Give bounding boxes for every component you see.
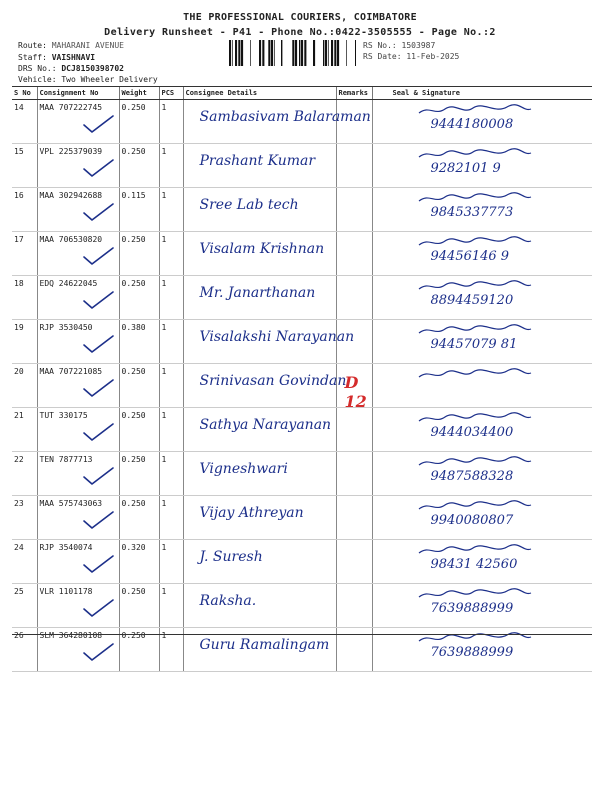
serial-number: 20 [12, 364, 37, 408]
consignment-number: VLR 1101178 [39, 587, 93, 596]
consignment-number: TEN 7877713 [39, 455, 93, 464]
phone-number: 94456146 9 [430, 249, 510, 264]
consignee-cell [183, 320, 355, 364]
consignment-number: VPL 225379039 [39, 147, 103, 156]
remarks-cell [336, 100, 372, 144]
consignee-name: Sree Lab tech [199, 197, 299, 213]
table-row [12, 540, 592, 584]
staff-value: VAISHNAVI [51, 53, 96, 62]
signature-scribble [415, 279, 535, 293]
weight-value: 0.250 [119, 408, 159, 452]
consignment-cell [37, 584, 119, 628]
weight-value: 0.115 [119, 188, 159, 232]
serial-number: 18 [12, 276, 37, 320]
col-header-sno: S No [12, 87, 37, 100]
pieces-value: 1 [159, 320, 183, 364]
signature-scribble [415, 235, 535, 249]
table-row [12, 276, 592, 320]
vehicle-line: Vehicle: Two Wheeler Delivery [18, 75, 158, 84]
table-header-row [12, 87, 592, 100]
signature-scribble [415, 411, 535, 425]
col-header-remarks: Remarks [336, 87, 372, 100]
col-header-weight: Weight [119, 87, 159, 100]
vehicle-value: Two Wheeler Delivery [61, 75, 158, 84]
remarks-cell [336, 232, 372, 276]
signature-cell [372, 408, 592, 452]
consignee-cell [183, 408, 336, 452]
serial-number: 24 [12, 540, 37, 584]
phone-number: 9282101 9 [430, 161, 501, 176]
consignment-cell [37, 364, 119, 408]
table-row [12, 496, 592, 540]
consignment-number: EDQ 24622045 [39, 279, 98, 288]
consignee-cell [183, 584, 336, 628]
consignment-cell [37, 188, 119, 232]
serial-number: 17 [12, 232, 37, 276]
serial-number: 21 [12, 408, 37, 452]
route-line: Route: MAHARANI AVENUE [18, 41, 124, 50]
remarks-cell [336, 496, 372, 540]
checkmark-icon [80, 201, 116, 223]
consignee-name: Visalam Krishnan [199, 241, 325, 257]
consignee-cell [183, 188, 336, 232]
consignment-cell [37, 496, 119, 540]
phone-number: 98431 42560 [430, 557, 518, 572]
checkmark-icon [80, 597, 116, 619]
table-row [12, 232, 592, 276]
pieces-value: 1 [159, 100, 183, 144]
consignee-cell [183, 496, 336, 540]
signature-scribble [415, 103, 535, 117]
consignee-name: Vijay Athreyan [199, 505, 304, 521]
phone-number: 7639888999 [430, 601, 514, 616]
checkmark-icon [80, 157, 116, 179]
remarks-cell [336, 144, 372, 188]
weight-value: 0.380 [119, 320, 159, 364]
signature-scribble [415, 543, 535, 557]
pieces-value: 1 [159, 584, 183, 628]
pieces-value: 1 [159, 232, 183, 276]
serial-number: 15 [12, 144, 37, 188]
signature-cell [372, 540, 592, 584]
table-row [12, 188, 592, 232]
phone-number: 9940080807 [430, 513, 514, 528]
signature-cell [372, 364, 592, 408]
checkmark-icon [80, 289, 116, 311]
weight-value: 0.250 [119, 628, 159, 672]
weight-value: 0.250 [119, 144, 159, 188]
weight-value: 0.250 [119, 100, 159, 144]
checkmark-icon [80, 421, 116, 443]
remark-text: D 12 [344, 373, 367, 411]
serial-number: 26 [12, 628, 37, 672]
remarks-cell [336, 584, 372, 628]
table-row [12, 452, 592, 496]
pieces-value: 1 [159, 364, 183, 408]
consignee-cell [183, 232, 336, 276]
runsheet-title: Delivery Runsheet - P41 - Phone No.:0422-3505555 - Page No.:2 [104, 27, 496, 38]
signature-cell [372, 320, 592, 364]
barcode-image [229, 40, 356, 66]
consignee-name: Mr. Janarthanan [199, 285, 316, 301]
rs-date-value: 11-Feb-2025 [406, 52, 460, 61]
signature-cell [372, 496, 592, 540]
consignment-number: RJP 3530450 [39, 323, 93, 332]
remarks-cell [336, 408, 372, 452]
consignee-name: J. Suresh [199, 549, 263, 565]
serial-number: 19 [12, 320, 37, 364]
consignee-cell [183, 452, 336, 496]
phone-number: 9444180008 [430, 117, 514, 132]
weight-value: 0.250 [119, 364, 159, 408]
consignment-cell [37, 320, 119, 364]
rs-no-value: 1503987 [401, 41, 436, 50]
pieces-value: 1 [159, 188, 183, 232]
consignee-name: Srinivasan Govindan [199, 373, 347, 389]
signature-scribble [415, 455, 535, 469]
consignment-number: TUT 330175 [39, 411, 88, 420]
checkmark-icon [80, 113, 116, 135]
consignee-cell [183, 540, 336, 584]
checkmark-icon [80, 641, 116, 663]
consignment-number: MAA 706530820 [39, 235, 103, 244]
signature-cell [372, 276, 592, 320]
consignee-cell [183, 276, 336, 320]
pieces-value: 1 [159, 276, 183, 320]
consignment-cell [37, 232, 119, 276]
checkmark-icon [80, 377, 116, 399]
consignment-number: RJP 3540074 [39, 543, 93, 552]
table-row [12, 100, 592, 144]
consignee-name: Vigneshwari [199, 461, 288, 477]
serial-number: 22 [12, 452, 37, 496]
signature-cell [372, 144, 592, 188]
phone-number: 94457079 81 [430, 337, 518, 352]
signature-cell [372, 232, 592, 276]
drs-line: DRS No.: DCJ8150398702 [18, 64, 124, 73]
consignee-name: Sambasivam Balaraman [199, 109, 371, 125]
pieces-value: 1 [159, 144, 183, 188]
pieces-value: 1 [159, 452, 183, 496]
serial-number: 16 [12, 188, 37, 232]
consignment-cell [37, 144, 119, 188]
rs-no-line: RS No.: 1503987 [363, 41, 436, 50]
table-row [12, 320, 592, 364]
weight-value: 0.250 [119, 452, 159, 496]
checkmark-icon [80, 333, 116, 355]
col-header-pcs: PCS [159, 87, 183, 100]
remarks-cell [336, 452, 372, 496]
consignee-name: Sathya Narayanan [199, 417, 332, 433]
checkmark-icon [80, 509, 116, 531]
signature-cell [372, 100, 592, 144]
consignment-cell [37, 276, 119, 320]
consignment-number: MAA 707222745 [39, 103, 103, 112]
consignment-cell [37, 452, 119, 496]
consignee-name: Guru Ramalingam [199, 637, 330, 653]
consignment-cell [37, 100, 119, 144]
table-row [12, 144, 592, 188]
table-row [12, 584, 592, 628]
signature-scribble [415, 191, 535, 205]
drs-value: DCJ8150398702 [61, 64, 124, 73]
consignment-number: SLM 364280108 [39, 631, 103, 640]
signature-scribble [415, 323, 535, 337]
weight-value: 0.250 [119, 232, 159, 276]
consignment-number: MAA 707221085 [39, 367, 103, 376]
signature-cell [372, 584, 592, 628]
remarks-cell [336, 276, 372, 320]
pieces-value: 1 [159, 496, 183, 540]
checkmark-icon [80, 465, 116, 487]
table-bottom-rule [12, 634, 592, 635]
consignee-cell [183, 100, 371, 144]
staff-line: Staff: VAISHNAVI [18, 53, 96, 62]
phone-number: 7639888999 [430, 645, 514, 660]
checkmark-icon [80, 553, 116, 575]
remarks-cell [336, 320, 372, 364]
pieces-value: 1 [159, 540, 183, 584]
table-row [12, 364, 592, 408]
signature-scribble [415, 499, 535, 513]
serial-number: 14 [12, 100, 37, 144]
signature-cell [372, 452, 592, 496]
table-row [12, 408, 592, 452]
phone-number: 9444034400 [430, 425, 514, 440]
signature-scribble [415, 147, 535, 161]
weight-value: 0.250 [119, 276, 159, 320]
route-value: MAHARANI AVENUE [51, 41, 124, 50]
col-header-signature: Seal & Signature [372, 87, 592, 100]
weight-value: 0.250 [119, 496, 159, 540]
delivery-table [12, 86, 592, 672]
pieces-value: 1 [159, 628, 183, 672]
consignee-name: Visalakshi Narayanan [199, 329, 355, 345]
consignee-name: Raksha. [199, 593, 257, 609]
consignment-number: MAA 575743063 [39, 499, 103, 508]
weight-value: 0.320 [119, 540, 159, 584]
phone-number: 8894459120 [430, 293, 514, 308]
remarks-cell [336, 540, 372, 584]
signature-scribble [415, 587, 535, 601]
col-header-consignee: Consignee Details [183, 87, 336, 100]
rs-date-line: RS Date: 11-Feb-2025 [363, 52, 460, 61]
consignee-cell [183, 364, 347, 408]
consignment-cell [37, 408, 119, 452]
weight-value: 0.250 [119, 584, 159, 628]
consignee-name: Prashant Kumar [199, 153, 316, 169]
phone-number: 9845337773 [430, 205, 514, 220]
consignment-cell [37, 540, 119, 584]
consignee-cell [183, 144, 336, 188]
serial-number: 23 [12, 496, 37, 540]
remarks-cell [336, 188, 372, 232]
phone-number: 9487588328 [430, 469, 514, 484]
consignment-number: MAA 302942688 [39, 191, 103, 200]
serial-number: 25 [12, 584, 37, 628]
signature-scribble [415, 367, 535, 381]
checkmark-icon [80, 245, 116, 267]
signature-cell [372, 188, 592, 232]
company-title: THE PROFESSIONAL COURIERS, COIMBATORE [183, 12, 417, 23]
pieces-value: 1 [159, 408, 183, 452]
col-header-consignment: Consignment No [37, 87, 119, 100]
remarks-cell [336, 364, 372, 411]
